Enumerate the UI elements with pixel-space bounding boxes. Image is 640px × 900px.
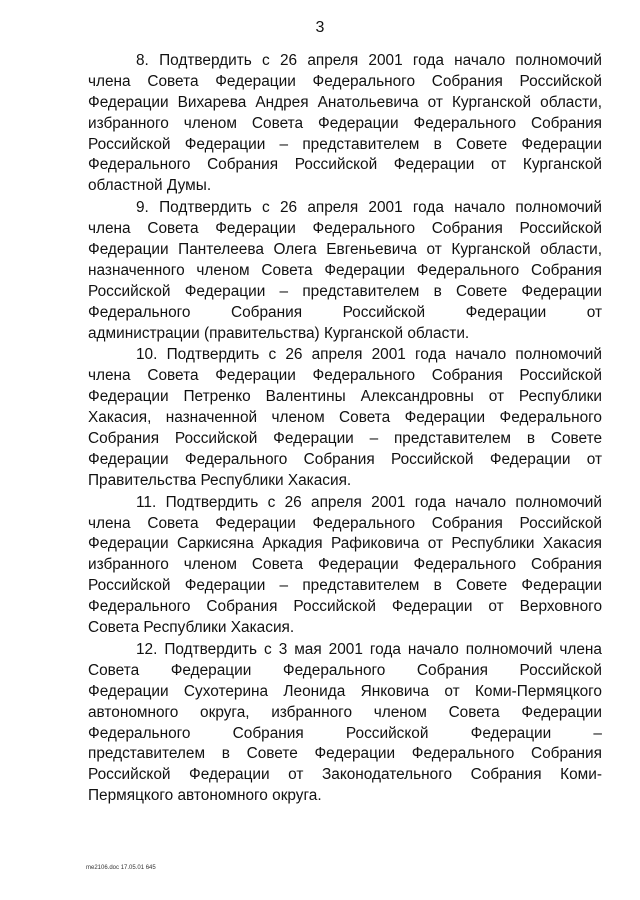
text-line: 11. Подтвердить с 26 апреля 2001 года начало полномочий: [136, 493, 602, 511]
text-line: Совета Федерации Федерального Собрания Российской: [88, 661, 602, 679]
text-line: Федерального Собрания Российской Федерации от Верховного: [88, 598, 602, 616]
text-line: 10. Подтвердить с 26 апреля 2001 года начало полномочий: [136, 346, 602, 364]
text-line: Российской Федерации – представителем в Совете Федерации: [88, 135, 602, 153]
text-line: избранного членом Совета Федерации Федерального Собрания: [88, 556, 602, 574]
text-line: Федерального Собрания Российской Федерации –: [88, 724, 602, 742]
text-line: Пермяцкого автономного округа.: [88, 787, 322, 805]
text-line: Федерации Пантелеева Олега Евгеньевича от Курганской области,: [88, 241, 602, 259]
text-line: представителем в Совете Федерации Федерального Собрания: [88, 745, 602, 763]
text-line: Федерального Собрания Российской Федерации от: [88, 303, 602, 321]
text-line: избранного членом Совета Федерации Федерального Собрания: [88, 114, 602, 132]
text-line: Российской Федерации от Законодательного Собрания Коми-: [88, 766, 602, 784]
text-line: Хакасия, назначенной членом Совета Федерации Федерального: [88, 409, 602, 427]
text-line: Федерации Сухотерина Леонида Янковича от Коми-Пермяцкого: [88, 682, 602, 700]
text-line: Российской Федерации – представителем в Совете Федерации: [88, 577, 602, 595]
text-line: 9. Подтвердить с 26 апреля 2001 года начало полномочий: [136, 199, 602, 217]
paragraph-9: [88, 198, 602, 344]
text-line: члена Совета Федерации Федерального Собрания Российской: [88, 72, 602, 90]
text-line: администрации (правительства) Курганской области.: [88, 324, 470, 342]
text-line: Совета Республики Хакасия.: [88, 619, 295, 637]
page-number: 3: [315, 19, 325, 36]
footer-file-code: me2106.doc 17.05.01 645: [86, 865, 156, 871]
text-line: Федерации Вихарева Андрея Анатольевича от Курганской области,: [88, 93, 602, 111]
text-line: Российской Федерации – представителем в Совете Федерации: [88, 282, 602, 300]
text-line: Правительства Республики Хакасия.: [88, 471, 352, 489]
text-line: Федерального Собрания Российской Федерации от Курганской: [88, 156, 602, 174]
paragraph-10: [88, 345, 602, 491]
paragraph-12: [88, 640, 602, 807]
text-line: Федерации Федерального Собрания Российской Федерации от: [88, 450, 602, 468]
text-line: Федерации Петренко Валентины Александровны от Республики: [88, 388, 602, 406]
text-line: Федерации Саркисяна Аркадия Рафиковича от Республики Хакасия: [88, 535, 602, 553]
text-line: члена Совета Федерации Федерального Собрания Российской: [88, 367, 602, 385]
text-line: назначенного членом Совета Федерации Федерального Собрания: [88, 261, 602, 279]
text-line: члена Совета Федерации Федерального Собрания Российской: [88, 220, 602, 238]
paragraph-8: [88, 51, 602, 197]
text-line: члена Совета Федерации Федерального Собрания Российской: [88, 514, 602, 532]
text-line: Собрания Российской Федерации – представителем в Совете: [88, 430, 602, 448]
paragraph-11: [88, 493, 602, 639]
text-line: 8. Подтвердить с 26 апреля 2001 года начало полномочий: [136, 52, 602, 69]
text-line: 12. Подтвердить с 3 мая 2001 года начало полномочий члена: [136, 640, 602, 658]
document-body: [88, 51, 602, 808]
text-line: областной Думы.: [88, 177, 212, 195]
text-line: автономного округа, избранного членом Совета Федерации: [88, 703, 602, 721]
